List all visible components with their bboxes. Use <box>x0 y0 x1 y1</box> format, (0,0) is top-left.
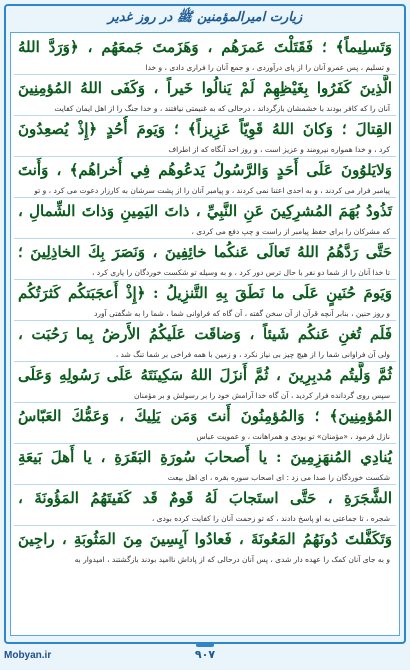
arabic-line: ثُمَّ وَلَّيتُم مُدبِرِينَ ، ثُمَّ أَنزَلَ اللهُ سَكِينَتَهُ عَلَى رَسُولِهِ وَعَلَى <box>18 366 392 384</box>
verse-row <box>14 444 396 485</box>
arabic-line: وَتَسلِيماً﴾ ؛ فَقَتَلْتَ عَمرَهُم ، وَهَزَمتَ جَمعَهُم ، ﴿وَرَدَّ اللهُ <box>18 38 392 56</box>
verse-row <box>14 280 396 321</box>
site-watermark[interactable]: Mobyan.ir <box>4 650 52 661</box>
arabic-line: المُؤمِنِينَ﴾ ؛ وَالمُؤمِنُونَ أَنتَ وَمَن يَلِيكَ ، وَعَمُّكَ العَبّاسُ <box>18 407 392 425</box>
persian-translation: ولی آن فراوانی شما را از هیچ چیز بی نیاز نکرد ، و زمین با همه فراخی بر شما تنگ شد ، <box>115 350 390 359</box>
arabic-line: وَيَومَ حُنَينٍ عَلَى ما نَطَقَ بِهِ التَّنزِيلُ : ﴿إِذْ أَعجَبَتكُم كَثرَتُكُم <box>18 284 392 302</box>
arabic-line: تَذُودُ بُهَمَ المُشرِكِينَ عَنِ النَّبِيِّ ، ذاتَ اليَمِينِ وَذاتَ الشِّمالِ ، <box>18 202 392 220</box>
arabic-line: الَّذِينَ كَفَرُوا بِغَيْظِهِمْ لَمْ يَنالُوا خَيراً ، وَكَفَى اللهُ المُؤمِنِينَ <box>18 79 392 97</box>
arabic-line: حَتَّى رَدَّهُمُ اللهُ تَعالَى عَنكُما خائِفِينَ ، وَنَصَرَ بِكَ الخاذِلِينَ ؛ <box>18 243 392 261</box>
verse-row <box>14 75 396 116</box>
arabic-line: القِتالَ ؛ وَكانَ اللهُ قَوِيّاً عَزِيزاً﴾ ؛ وَيَومَ أُحُدٍ ﴿إِذْ يُصعِدُونَ <box>18 120 392 138</box>
verse-row <box>14 198 396 239</box>
persian-translation: نازل فرمود ، «مؤمنان» تو بودی و همراهانت ، و عمویت عباس <box>196 432 390 441</box>
persian-translation: سپس روی گردانده فرار کردید ، آن گاه خدا آرامش خود را بر رسولش و بر مؤمنان <box>134 391 390 400</box>
arabic-line: فَلَم تُغنِ عَنكُم شَيئاً ، وَضاقَت عَلَيكُمُ الأَرضُ بِما رَحُبَت ، <box>18 325 392 343</box>
persian-translation: تا خدا آنان را از شما دو نفر با حال ترس دور کرد ، و به وسیله تو شکست خوردگان را یاری کرد ، <box>91 268 390 277</box>
arabic-line: وَلايَلوُونَ عَلَى أَحَدٍ وَالرَّسُولُ يَدعُوهُم فِي أُخراهُم﴾ ، وَأَنتَ <box>18 161 392 179</box>
footer-ornament <box>196 643 214 647</box>
persian-translation: و روز حنین ، بنابر آنچه قرآن از آن سخن گفته ، آن گاه که فراوانی شما ، شما را به شگفتی آورد <box>94 309 390 318</box>
persian-translation: شجره ، تا جماعتی به او پاسخ دادند ، که تو زحمت آنان را کفایت کرده بودی ، <box>151 514 390 523</box>
persian-translation: که مشرکان را برای حفظ پیامبر از راست و چپ دفع می کردی ، <box>191 227 390 236</box>
verse-row <box>14 321 396 362</box>
page-header-title: زیارت امیرالمؤمنین ﷺ در روز غدیر <box>107 9 303 25</box>
verse-row <box>14 485 396 526</box>
verse-row <box>14 526 396 567</box>
page-number: ۹۰۷ <box>194 648 216 661</box>
verse-row <box>14 239 396 280</box>
verse-row <box>14 362 396 403</box>
arabic-line: يُنادِي المُنهَزِمِينَ : يا أَصحابَ سُورَةِ البَقَرَةِ ، يا أَهلَ بَيعَةِ <box>18 448 392 466</box>
arabic-line: وَتَكَفَّلتَ دُونَهُمُ المَعُونَةَ ، فَعادُوا آيِسِينَ مِنَ المَثُوبَةِ ، راجِينَ <box>18 530 392 548</box>
persian-translation: و به جای آنان کمک را عهده دار شدی ، پس آنان درحالی که از پاداش ناامید بودند بازگشتند ، امیدوار به <box>74 555 390 564</box>
persian-translation: شکست خوردگان را صدا می زد : ای اصحاب سوره بقره ، ای اهل بیعت <box>167 473 390 482</box>
persian-translation: پیامبر فرار می کردند ، و به احدی اعتنا نمی کردند ، و پیامبر آنان را از پشت سرشان به کارزار دعوت می کرد ، و تو <box>34 186 390 195</box>
verse-row <box>14 34 396 75</box>
persian-translation: آنان را که کافر بودند با خشمشان بازگرداند ، درحالی که به غنیمتی نیافتند ، و خدا جنگ را از اهل ایمان کفایت <box>54 104 390 113</box>
persian-translation: و تسلیم ، پس عمرو آنان را از پای درآوردی ، و جمع آنان را فراری دادی ، و خدا <box>145 63 390 72</box>
persian-translation: کرد ، و خدا همواره نیرومند و عزیز است ، و روز احد آنگاه که از اطراف <box>168 145 390 154</box>
verse-row <box>14 403 396 444</box>
arabic-line: الشَّجَرَةِ ، حَتَّى استَجابَ لَهُ قَومٌ قَد كَفَيتَهُمُ المَؤُونَةَ ، <box>18 489 392 507</box>
verse-row <box>14 116 396 157</box>
verse-row <box>14 157 396 198</box>
verse-lines <box>14 34 396 634</box>
